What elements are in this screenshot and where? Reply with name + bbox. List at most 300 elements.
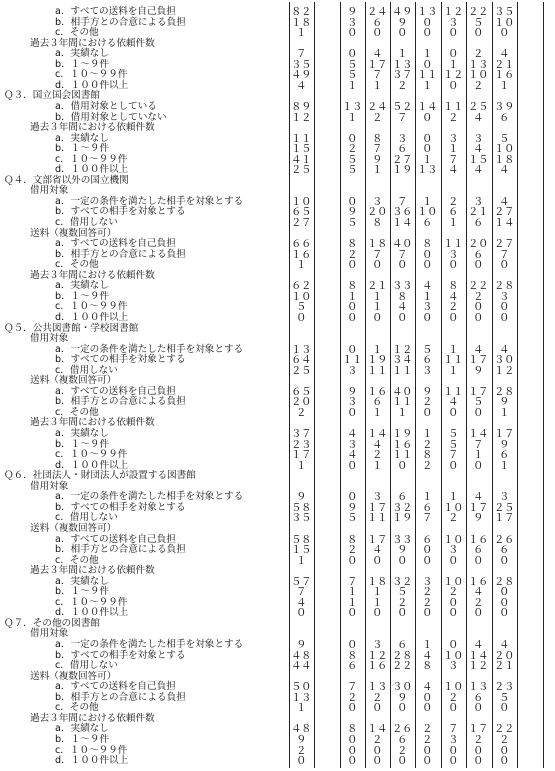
table-cell: ０	[347, 639, 357, 651]
table-cell: ２４	[367, 6, 387, 18]
table-cell: ３０	[494, 354, 514, 367]
table-cell: ０	[397, 459, 407, 472]
option-label: c．その他	[55, 27, 99, 39]
table-cell: ０	[448, 311, 458, 324]
table-cell: ４	[499, 639, 509, 651]
table-cell: ８	[397, 290, 407, 303]
table-cell: ２２	[494, 723, 514, 736]
table-cell: １７	[291, 449, 311, 462]
table-cell: ０	[347, 406, 357, 419]
table-cell: ０	[372, 744, 382, 757]
column-rule	[517, 2, 518, 768]
option-label: c．その他	[55, 259, 99, 271]
table-cell: ４１	[291, 153, 311, 166]
table-cell: ０	[422, 58, 432, 71]
table-cell: １５	[468, 153, 488, 166]
table-cell: ３０	[392, 681, 412, 694]
table-cell: ３	[448, 248, 458, 261]
table-cell: ２８	[392, 649, 412, 662]
table-cell: ２０	[468, 238, 488, 251]
table-cell: ０	[296, 311, 306, 324]
table-cell: ９	[296, 733, 306, 746]
table-cell: ０	[422, 702, 432, 715]
table-cell: ４	[372, 544, 382, 557]
table-cell: ８	[422, 238, 432, 251]
table-cell: ５８	[291, 501, 311, 514]
subsection-label: 過去３年間における依頼件数	[30, 122, 155, 134]
table-cell: ２	[448, 691, 458, 704]
table-cell: ３	[473, 195, 483, 208]
table-cell: １７	[367, 501, 387, 514]
option-label: b．１～９件	[55, 438, 110, 450]
table-cell: ６	[422, 217, 432, 229]
table-cell: ０	[397, 259, 407, 272]
table-cell: ０	[448, 554, 458, 567]
table-cell: ６	[397, 491, 407, 504]
table-cell: １	[448, 143, 458, 156]
table-cell: ２８	[494, 280, 514, 293]
table-cell: ２５	[291, 364, 311, 377]
table-cell: ６	[397, 639, 407, 651]
option-label: a．実績なし	[55, 575, 109, 587]
table-cell: １	[372, 586, 382, 599]
option-label: c．１０～９９件	[55, 301, 128, 313]
table-cell: ４	[473, 111, 483, 124]
table-cell: ０	[347, 343, 357, 356]
table-cell: ７	[422, 512, 432, 525]
option-label: a．実績なし	[55, 280, 109, 292]
table-cell: ２	[422, 723, 432, 736]
table-cell: ５	[347, 512, 357, 525]
table-cell: ０	[473, 301, 483, 314]
table-cell: ０	[448, 79, 458, 92]
table-cell: １９	[392, 164, 412, 177]
table-cell: ９	[347, 385, 357, 398]
table-cell: １１	[443, 238, 463, 251]
table-cell: ５２	[392, 100, 412, 113]
table-cell: ９	[397, 16, 407, 29]
table-cell: ０	[372, 554, 382, 567]
table-cell: ５	[448, 438, 458, 451]
table-cell: ５	[499, 691, 509, 704]
table-cell: ３９	[494, 100, 514, 113]
table-cell: ４	[372, 48, 382, 61]
table-cell: ２４	[367, 100, 387, 113]
table-cell: ５	[397, 586, 407, 599]
table-cell: １２	[443, 6, 463, 18]
table-cell: ２	[499, 733, 509, 746]
subsection-label: 過去３年間における依頼件数	[30, 565, 155, 577]
table-cell: ５	[473, 396, 483, 409]
table-cell: ２	[473, 733, 483, 746]
table-cell: １７	[468, 385, 488, 398]
table-cell: ３２	[392, 575, 412, 588]
option-label: a．実績なし	[55, 428, 109, 439]
table-cell: ６	[422, 533, 432, 546]
table-cell: ０	[347, 607, 357, 620]
table-cell: ０	[347, 755, 357, 768]
table-cell: ０	[448, 48, 458, 61]
table-cell: ０	[422, 554, 432, 567]
table-cell: ３	[372, 491, 382, 504]
option-label: b．相手方との合意による負担	[55, 544, 186, 556]
table-cell: １９	[392, 428, 412, 440]
table-cell: １	[372, 290, 382, 303]
table-cell: ３	[473, 132, 483, 145]
table-cell: ９	[397, 691, 407, 704]
table-cell: １６	[494, 69, 514, 82]
table-cell: ４	[499, 164, 509, 177]
table-cell: １２	[367, 649, 387, 662]
table-cell: ２	[422, 438, 432, 451]
table-cell: １４	[367, 723, 387, 736]
table-cell: ３	[397, 132, 407, 145]
table-cell: ７	[397, 111, 407, 124]
option-label: b．１～９件	[55, 143, 110, 155]
table-cell: １	[296, 554, 306, 567]
option-label: b．１～９件	[55, 58, 110, 70]
table-cell: １３	[342, 100, 362, 113]
table-cell: ７	[473, 438, 483, 451]
table-cell: ６	[422, 354, 432, 367]
option-label: b．１～９件	[55, 586, 110, 598]
table-cell: １４	[494, 217, 514, 229]
table-cell: ３	[372, 195, 382, 208]
table-cell: １３	[417, 6, 437, 18]
table-cell: ３４	[392, 354, 412, 367]
table-cell: ２	[296, 406, 306, 419]
option-label: b．相手方との合意による負担	[55, 396, 186, 408]
table-cell: ０	[347, 195, 357, 208]
table-cell: ５	[473, 16, 483, 29]
table-cell: １	[372, 301, 382, 314]
table-cell: ２	[347, 248, 357, 261]
option-label: b．１～９件	[55, 733, 110, 745]
table-cell: ２	[448, 586, 458, 599]
table-cell: ４	[296, 79, 306, 92]
subsection-label: 過去３年間における依頼件数	[30, 417, 155, 429]
option-label: a．実績なし	[55, 132, 109, 144]
table-cell: ６	[473, 217, 483, 229]
table-cell: ９	[473, 512, 483, 525]
subsection-label: 過去３年間における依頼件数	[30, 712, 155, 724]
table-cell: ４	[397, 301, 407, 314]
table-cell: ３	[422, 301, 432, 314]
subsection-label: 送料（複数回答可）	[30, 227, 117, 239]
table-cell: ０	[347, 27, 357, 40]
table-cell: １６	[392, 438, 412, 451]
table-cell: ２	[347, 143, 357, 156]
option-label: a．実績なし	[55, 723, 109, 735]
table-cell: ０	[372, 607, 382, 620]
table-cell: １１	[417, 69, 437, 82]
table-cell: １２	[468, 660, 488, 673]
table-cell: ２３	[494, 681, 514, 694]
table-cell: ２１	[367, 280, 387, 293]
table-cell: ０	[347, 491, 357, 504]
table-cell: １	[422, 195, 432, 208]
column-rule	[543, 2, 544, 768]
table-cell: ２２	[392, 660, 412, 673]
table-cell: ６	[397, 143, 407, 156]
table-cell: １５	[291, 544, 311, 557]
option-label: d．１００件以上	[55, 459, 129, 471]
table-cell: ７	[347, 575, 357, 588]
table-cell: １	[296, 702, 306, 715]
table-cell: ４	[473, 491, 483, 504]
table-cell: ２１	[494, 660, 514, 673]
table-cell: １３	[392, 58, 412, 71]
table-cell: １４	[367, 428, 387, 440]
table-cell: ４	[448, 164, 458, 177]
subsection-label: 借用対象	[30, 333, 69, 345]
table-cell: １７	[494, 428, 514, 440]
table-cell: ２５	[468, 100, 488, 113]
table-cell: ２７	[494, 238, 514, 251]
subsection-label: 借用対象	[30, 185, 69, 197]
table-cell: ０	[372, 755, 382, 768]
table-cell: ０	[499, 744, 509, 757]
table-cell: ０	[473, 744, 483, 757]
table-cell: ６	[473, 248, 483, 261]
table-cell: １０	[443, 575, 463, 588]
table-cell: ６４	[291, 354, 311, 367]
table-cell: ９	[347, 501, 357, 514]
table-cell: １６	[367, 660, 387, 673]
option-label: c．借用しない	[55, 364, 118, 376]
option-label: c．その他	[55, 702, 99, 714]
table-cell: ３	[422, 364, 432, 377]
table-cell: ６	[499, 449, 509, 462]
table-cell: １９	[367, 354, 387, 367]
table-cell: ６５	[291, 206, 311, 219]
table-cell: ３５	[291, 58, 311, 71]
table-cell: ９	[473, 364, 483, 377]
option-label: a．一定の条件を満たした相手を対象とする	[55, 195, 244, 207]
table-cell: ６	[499, 544, 509, 557]
table-cell: １	[347, 586, 357, 599]
table-cell: ７	[448, 153, 458, 166]
table-cell: ０	[499, 596, 509, 609]
table-cell: ０	[347, 301, 357, 314]
table-cell: ４０	[392, 238, 412, 251]
table-cell: ２０	[367, 206, 387, 219]
table-cell: １１	[392, 364, 412, 377]
table-cell: １０	[291, 290, 311, 303]
table-cell: ０	[473, 554, 483, 567]
table-cell: ７	[448, 449, 458, 462]
table-cell: １	[372, 406, 382, 419]
option-label: d．１００件以上	[55, 79, 129, 91]
subsection-label: 借用対象	[30, 628, 69, 640]
table-cell: ０	[448, 744, 458, 757]
table-cell: ２２	[468, 6, 488, 18]
table-cell: ４	[473, 164, 483, 177]
table-cell: ０	[473, 607, 483, 620]
table-cell: １０	[443, 649, 463, 662]
table-cell: ５	[347, 69, 357, 82]
table-cell: ５	[347, 58, 357, 71]
table-cell: ０	[372, 259, 382, 272]
table-cell: ８	[347, 533, 357, 546]
table-cell: ３	[347, 438, 357, 451]
table-cell: ０	[347, 48, 357, 61]
option-label: b．すべての相手を対象とする	[55, 354, 186, 366]
table-cell: １６	[367, 385, 387, 398]
table-cell: １３	[291, 691, 311, 704]
table-cell: ４９	[291, 69, 311, 82]
table-cell: ３	[448, 544, 458, 557]
table-cell: １１	[443, 354, 463, 367]
table-cell: ２１	[494, 58, 514, 71]
subsection-label: 送料（複数回答可）	[30, 375, 117, 387]
option-label: c．その他	[55, 554, 99, 566]
table-cell: １１	[291, 132, 311, 145]
table-cell: １２	[392, 343, 412, 356]
table-cell: １	[296, 27, 306, 40]
table-cell: ３	[499, 290, 509, 303]
table-cell: １０	[494, 143, 514, 156]
table-cell: ２	[372, 111, 382, 124]
option-label: a．実績なし	[55, 48, 109, 60]
table-cell: ２０	[291, 396, 311, 409]
table-cell: ９	[347, 6, 357, 18]
table-cell: ３	[448, 16, 458, 29]
table-cell: ６	[473, 544, 483, 557]
table-cell: ０	[422, 544, 432, 557]
table-cell: ０	[473, 27, 483, 40]
table-cell: １７	[468, 501, 488, 514]
table-cell: ０	[473, 459, 483, 472]
table-cell: ０	[372, 27, 382, 40]
table-cell: １	[422, 290, 432, 303]
option-label: c．その他	[55, 406, 99, 418]
table-cell: １０	[291, 195, 311, 208]
table-cell: １０	[443, 681, 463, 694]
table-cell: ３３	[392, 533, 412, 546]
table-cell: ８	[372, 132, 382, 145]
table-cell: ７	[499, 248, 509, 261]
table-cell: ８９	[291, 100, 311, 113]
option-label: a．すべての送料を自己負担	[55, 533, 176, 545]
option-label: b．１～９件	[55, 290, 110, 302]
table-cell: ４	[473, 639, 483, 651]
table-cell: ０	[422, 691, 432, 704]
table-cell: ６	[448, 206, 458, 219]
table-cell: ９	[372, 153, 382, 166]
table-cell: ６	[422, 501, 432, 514]
table-cell: １２	[291, 111, 311, 124]
table-cell: ２	[448, 111, 458, 124]
table-cell: ４	[347, 449, 357, 462]
table-cell: ２	[473, 79, 483, 92]
table-cell: ２	[347, 544, 357, 557]
table-cell: １６	[468, 533, 488, 546]
table-cell: ３	[448, 660, 458, 673]
option-label: b．相手方との合意による負担	[55, 16, 186, 28]
table-cell: １	[448, 364, 458, 377]
table-cell: ２	[347, 691, 357, 704]
table-cell: ６	[372, 396, 382, 409]
option-label: c．借用しない	[55, 217, 118, 228]
table-cell: ５	[499, 132, 509, 145]
table-cell: ３	[448, 733, 458, 746]
table-cell: １	[296, 259, 306, 272]
table-cell: ０	[422, 27, 432, 40]
table-cell: ２	[422, 459, 432, 472]
table-cell: ３	[448, 132, 458, 145]
option-label: c．１０～９９件	[55, 449, 128, 461]
table-cell: １	[448, 58, 458, 71]
table-cell: １	[448, 491, 458, 504]
table-cell: ４	[499, 195, 509, 208]
table-cell: １７	[468, 354, 488, 367]
table-cell: ２	[397, 596, 407, 609]
table-cell: ０	[422, 248, 432, 261]
option-label: a．すべての送料を自己負担	[55, 6, 176, 17]
table-cell: ０	[473, 406, 483, 419]
table-cell: ３	[499, 491, 509, 504]
table-cell: ０	[347, 702, 357, 715]
table-cell: １８	[291, 16, 311, 29]
option-label: b．相手方との合意による負担	[55, 691, 186, 703]
question-heading: Ｑ４．文部省以外の国立機関	[4, 174, 129, 186]
table-cell: １	[347, 596, 357, 609]
table-cell: ０	[473, 702, 483, 715]
table-cell: ２８	[494, 385, 514, 398]
option-label: b．すべての相手を対象とする	[55, 206, 186, 218]
table-cell: １	[499, 79, 509, 92]
table-cell: ５８	[291, 533, 311, 546]
table-cell: １１	[367, 512, 387, 525]
table-cell: ０	[347, 733, 357, 746]
table-cell: ０	[499, 755, 509, 768]
table-cell: ３	[347, 396, 357, 409]
table-cell: ２	[372, 449, 382, 462]
table-cell: １３	[291, 343, 311, 356]
subsection-label: 借用対象	[30, 480, 69, 492]
table-cell: １	[499, 459, 509, 472]
table-cell: ０	[499, 554, 509, 567]
option-label: c．１０～９９件	[55, 744, 128, 756]
table-cell: １３	[417, 164, 437, 177]
table-cell: １	[422, 48, 432, 61]
table-cell: １２	[494, 364, 514, 377]
table-cell: ３７	[291, 428, 311, 440]
option-label: a．一定の条件を満たした相手を対象とする	[55, 491, 244, 503]
table-cell: ５	[347, 153, 357, 166]
table-cell: ８	[422, 660, 432, 673]
table-cell: ２	[473, 596, 483, 609]
table-cell: １１	[367, 364, 387, 377]
option-label: c．１０～９９件	[55, 153, 128, 165]
table-cell: ９	[296, 639, 306, 651]
option-label: a．一定の条件を満たした相手を対象とする	[55, 639, 244, 650]
table-cell: ０	[499, 311, 509, 324]
table-cell: １	[448, 217, 458, 229]
table-cell: １	[347, 290, 357, 303]
table-cell: ４	[372, 438, 382, 451]
table-cell: ４	[347, 428, 357, 440]
table-cell: １０	[443, 501, 463, 514]
option-label: c．借用しない	[55, 660, 118, 672]
table-cell: ０	[499, 702, 509, 715]
table-cell: ４	[296, 596, 306, 609]
table-cell: ２	[422, 396, 432, 409]
table-cell: ０	[448, 459, 458, 472]
option-label: a．すべての送料を自己負担	[55, 385, 176, 397]
table-cell: １	[372, 343, 382, 356]
